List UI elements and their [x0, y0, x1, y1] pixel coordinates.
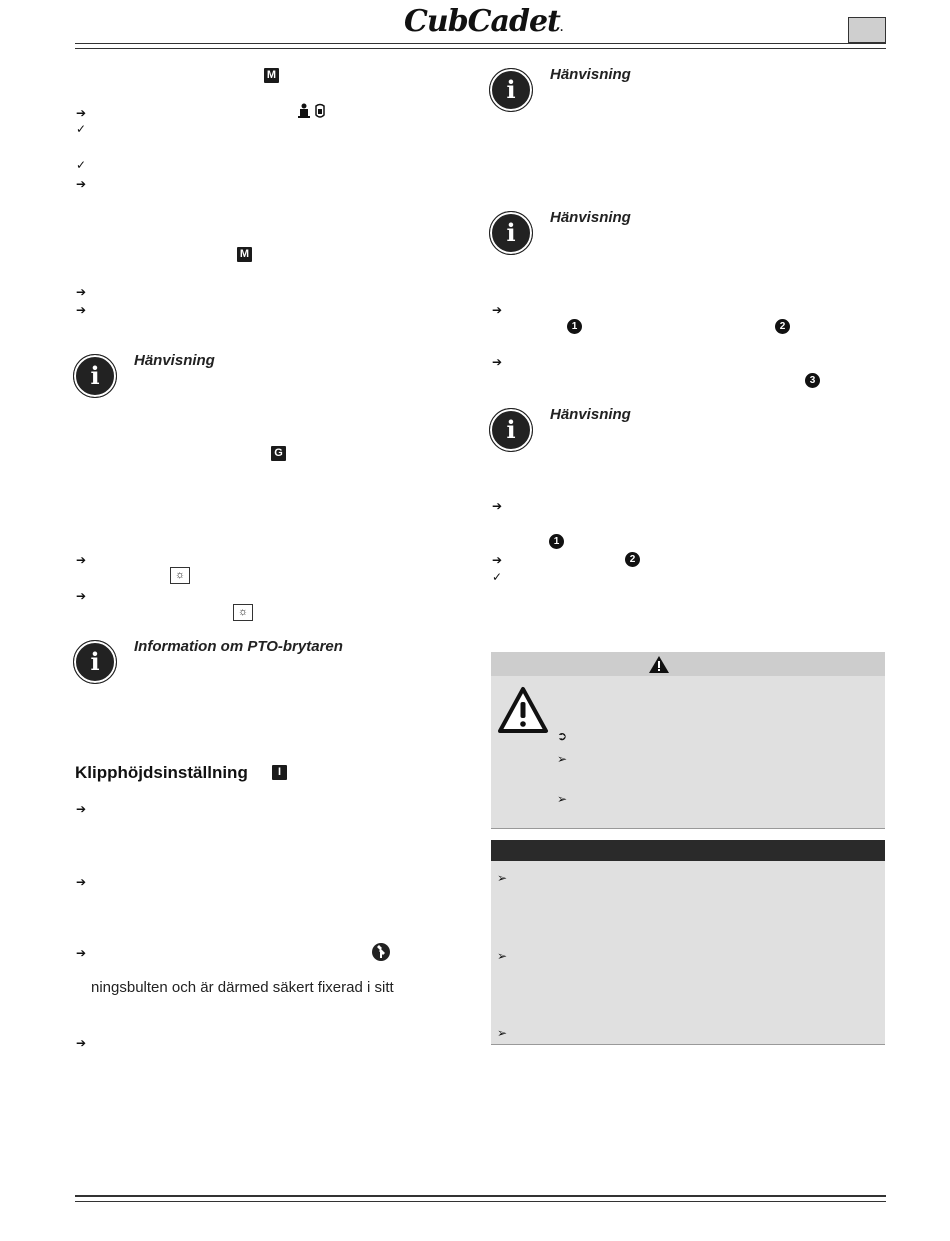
note-title: Hänvisning — [550, 209, 631, 226]
footer-rule — [75, 1195, 886, 1202]
note-title: Hänvisning — [550, 406, 631, 423]
pto-gear-icon: ☼ — [170, 567, 190, 584]
badge-g: G — [271, 446, 286, 461]
brand-logo: CubCadet. — [404, 4, 563, 39]
arrow-bullet: ➔ — [76, 285, 87, 299]
info-icon: i — [74, 355, 116, 397]
badge-m: M — [264, 68, 279, 83]
info-icon: i — [490, 69, 532, 111]
pto-gear-icon: ☼ — [233, 604, 253, 621]
arrow-bullet: ➔ — [76, 177, 87, 191]
triangle-bullet: ➢ — [497, 949, 508, 963]
callout-number: 2 — [625, 552, 640, 567]
warning-header-bar — [491, 652, 885, 676]
callout-number: 1 — [549, 534, 564, 549]
triangle-bullet: ➢ — [497, 871, 508, 885]
callout-number: 3 — [805, 373, 820, 388]
arrow-bullet: ➔ — [492, 553, 503, 567]
arrow-bullet: ➔ — [76, 875, 87, 889]
warning-small-icon — [648, 655, 670, 674]
wrench-icon — [371, 942, 391, 962]
warning-box — [491, 652, 885, 829]
note-title: Hänvisning — [134, 352, 215, 369]
badge-m: M — [237, 247, 252, 262]
badge-i: I — [272, 765, 287, 780]
triangle-bullet: ➢ — [557, 792, 568, 806]
check-bullet: ✓ — [76, 158, 87, 172]
warning-large-icon — [497, 686, 549, 734]
callout-number: 2 — [775, 319, 790, 334]
operator-seat-icon — [296, 103, 328, 119]
arrow-bullet: ➔ — [492, 499, 503, 513]
arrow-bullet: ➔ — [76, 946, 87, 960]
arrow-bullet: ➔ — [492, 303, 503, 317]
note-title: Information om PTO-brytaren — [134, 638, 343, 655]
arrow-bullet: ➔ — [492, 355, 503, 369]
arrow-bullet: ➔ — [76, 553, 87, 567]
arrow-bullet: ➔ — [76, 1036, 87, 1050]
triangle-bullet: ➢ — [557, 752, 568, 766]
note-header-bar — [491, 840, 885, 861]
check-bullet: ✓ — [76, 122, 87, 136]
info-icon: i — [490, 409, 532, 451]
circle-arrow-bullet: ➲ — [557, 729, 568, 743]
section-heading: Klipphöjdsinställning — [75, 763, 248, 782]
arrow-bullet: ➔ — [76, 589, 87, 603]
arrow-bullet: ➔ — [76, 303, 87, 317]
info-icon: i — [74, 641, 116, 683]
arrow-bullet: ➔ — [76, 106, 87, 120]
note-title: Hänvisning — [550, 66, 631, 83]
arrow-bullet: ➔ — [76, 802, 87, 816]
info-icon: i — [490, 212, 532, 254]
callout-number: 1 — [567, 319, 582, 334]
header-rule — [75, 43, 886, 49]
body-text-line: ningsbulten och är därmed säkert fixerad i sitt — [91, 979, 394, 996]
triangle-bullet: ➢ — [497, 1026, 508, 1040]
note-box — [491, 840, 885, 1045]
check-bullet: ✓ — [492, 570, 503, 584]
language-tab-box — [848, 17, 886, 43]
